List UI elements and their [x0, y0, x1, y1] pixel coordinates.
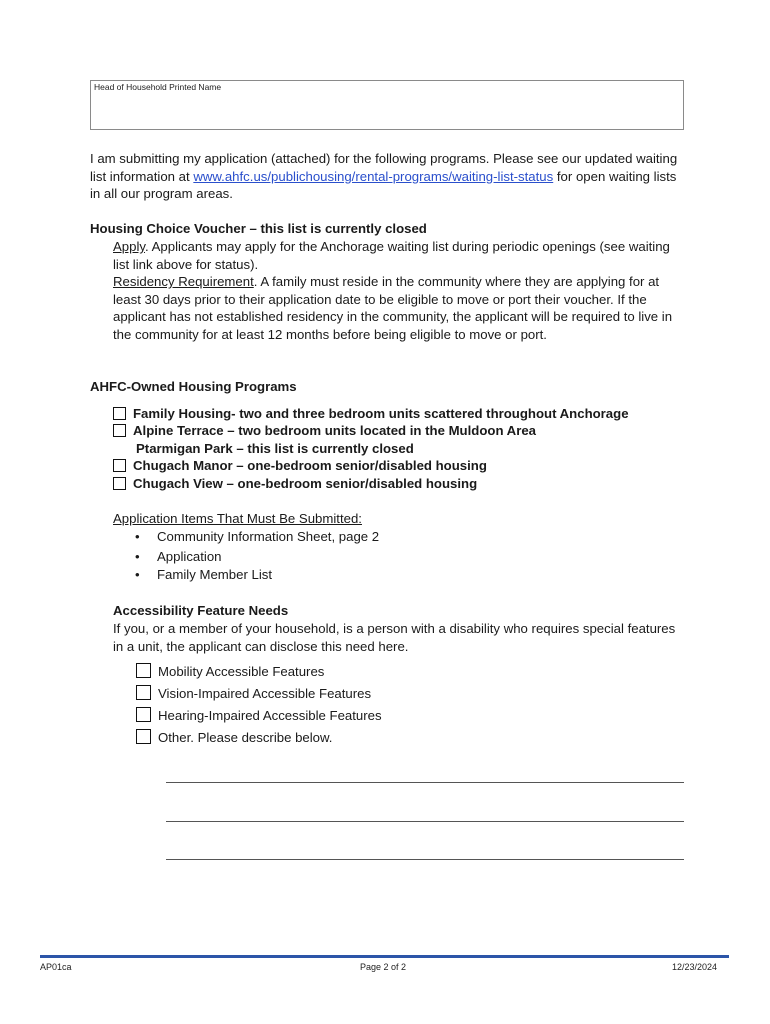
accessibility-option-hearing: Hearing-Impaired Accessible Features [136, 707, 382, 725]
page-number: Page 2 of 2 [360, 962, 407, 972]
bullet-icon: • [135, 529, 140, 544]
ahfc-heading: AHFC-Owned Housing Programs [90, 379, 297, 394]
intro-paragraph [90, 150, 690, 203]
accessibility-option-other: Other. Please describe below. [136, 729, 332, 747]
name-field-label: Head of Household Printed Name [94, 82, 222, 92]
head-of-household-name-field[interactable] [90, 80, 684, 130]
program-ptarmigan-park [136, 440, 414, 458]
bullet-icon: • [135, 549, 140, 564]
list-item: • Community Information Sheet, page 2 [135, 529, 380, 544]
hcv-heading: Housing Choice Voucher – this list is currently closed [90, 221, 427, 236]
intro-text: I am submitting my application (attached) for the following programs. Please see our updated waiting list information at [90, 151, 678, 184]
chugach-manor-checkbox[interactable] [113, 459, 126, 472]
accessibility-text: If you, or a member of your household, is a person with a disability who requires special features in a unit, the applicant can disclose this need here. [113, 621, 676, 654]
alpine-terrace-checkbox[interactable] [113, 424, 126, 437]
family-housing-checkbox[interactable] [113, 407, 126, 420]
mobility-checkbox[interactable] [136, 663, 151, 678]
program-label: Alpine Terrace – two bedroom units located in the Muldoon Area [133, 423, 536, 438]
chugach-view-checkbox[interactable] [113, 477, 126, 490]
hcv-residency-paragraph [113, 273, 678, 343]
description-line-1[interactable] [166, 782, 684, 783]
footer-divider [40, 955, 729, 958]
description-line-2[interactable] [166, 821, 684, 822]
residency-label: Residency Requirement [113, 274, 254, 289]
program-chugach-manor [113, 457, 487, 475]
form-code: AP01ca [40, 962, 72, 972]
program-chugach-view [113, 475, 477, 493]
accessibility-option-mobility: Mobility Accessible Features [136, 663, 324, 681]
vision-checkbox[interactable] [136, 685, 151, 700]
intro-text-end: for open waiting lists in all our program areas. [90, 168, 677, 201]
program-label: Ptarmigan Park – this list is currently closed [136, 441, 414, 456]
hearing-checkbox[interactable] [136, 707, 151, 722]
bullet-icon: • [135, 567, 140, 582]
program-label: Chugach Manor – one-bedroom senior/disabled housing [133, 458, 487, 473]
program-label: Family Housing- two and three bedroom units scattered throughout Anchorage [133, 406, 629, 421]
accessibility-heading: Accessibility Feature Needs [113, 603, 289, 618]
other-checkbox[interactable] [136, 729, 151, 744]
apply-text: . Applicants may apply for the Anchorage waiting list during periodic openings (see waiting list link above for status). [113, 239, 670, 272]
accessibility-option-vision: Vision-Impaired Accessible Features [136, 685, 371, 703]
list-item: • Family Member List [135, 567, 273, 582]
program-family-housing [113, 405, 629, 423]
list-item: • Application [135, 549, 222, 564]
waiting-list-link[interactable]: www.ahfc.us/publichousing/rental-programs/waiting-list-status [193, 168, 554, 184]
program-alpine-terrace [113, 422, 536, 440]
form-date: 12/23/2024 [672, 962, 718, 972]
apply-label: Apply [113, 239, 146, 254]
description-line-3[interactable] [166, 859, 684, 860]
program-label: Chugach View – one-bedroom senior/disabled housing [133, 476, 478, 491]
application-items-heading: Application Items That Must Be Submitted: [113, 511, 362, 526]
hcv-apply-paragraph [113, 238, 678, 273]
residency-text: . A family must reside in the community where they are applying for at least 30 days prior to their application date to be eligible to move or port their voucher. If the applicant has not established residency in the community, the applicant will be required to live in the community for at least 12 months before being eligible to move or port. [113, 274, 673, 342]
